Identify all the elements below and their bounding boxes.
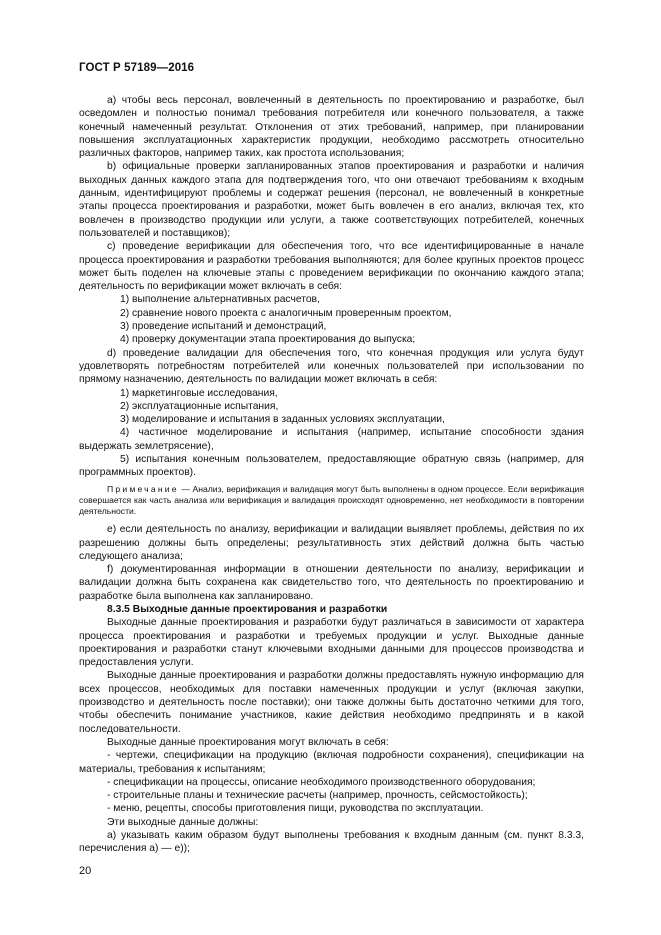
paragraph: Эти выходные данные должны: — [107, 816, 259, 828]
paragraph: b) официальные проверки запланированных этапов проектирования и разработки и наличия выходных данных каждого этапа для подтверждения того, что они отвечают требованиям к входным данным, идентифицируют проблемы и содержат решения (персонал, не вовлеченный в конкретные этапы процесса проектирования и разработки, может быть вовлечен в его анализ, включая тех, кто вовлечен в производство продукции или услуги, а также соответствующих потребителей, конечных пользователей и поставщиков); — [79, 161, 584, 239]
list-item: 2) эксплуатационные испытания, — [120, 400, 279, 412]
paragraph-group — [79, 94, 584, 480]
paragraph: Выходные данные проектирования могут включать в себя: — [107, 736, 389, 748]
paragraph-group — [79, 523, 584, 855]
list-item: 3) моделирование и испытания в заданных условиях эксплуатации, — [120, 414, 445, 426]
paragraph: f) документированная информации в отношении деятельности по анализу, верификации и валидации должна быть сохранена как свидетельство того, что деятельность по проектированию и разработке была выполнена как запланировано. — [79, 564, 584, 602]
list-item: 3) проведение испытаний и демонстраций, — [120, 321, 327, 333]
list-item: 4) проверку документации этапа проектирования до выпуска; — [120, 334, 416, 346]
document-body — [79, 94, 584, 856]
note-label: Примечание — [107, 483, 179, 494]
paragraph: - чертежи, спецификации на продукцию (включая подробности сохранения), спецификации на материалы, требования к испытаниям; — [79, 750, 584, 775]
note — [79, 484, 584, 518]
paragraph: 5) испытания конечным пользователем, предоставляющие обратную связь (например, для программных проектов). — [79, 454, 584, 479]
paragraph: 4) частичное моделирование и испытания (например, испытание способности здания выдержать землетрясение), — [79, 427, 584, 452]
paragraph: - строительные планы и технические расчеты (например, прочность, сейсмостойкость); — [107, 790, 528, 802]
paragraph: a) указывать каким образом будут выполнены требования к входным данным (см. пункт 8.3.3, перечисления a) — e)); — [79, 830, 584, 855]
note-text: — Анализ, верификация и валидация могут быть выполнены в одном процессе. Если верификация совершается как часть анализа или верификация и валидация происходят одновременно, нет необходимости в повторении деятельности. — [79, 483, 584, 517]
paragraph: - спецификации на процессы, описание необходимого производственного оборудования; — [107, 776, 536, 788]
list-item: 2) сравнение нового проекта с аналогичным проверенным проектом, — [120, 307, 452, 319]
paragraph: c) проведение верификации для обеспечения того, что все идентифицированные в начале процесса проектирования и разработки требования выполняются; для более крупных проектов процесс может быть поделен на ключевые этапы с проведением верификации по окончанию каждого этапа; деятельность по верификации может включать в себя: — [79, 241, 584, 293]
paragraph: a) чтобы весь персонал, вовлеченный в деятельность по проектированию и разработке, был осведомлен и полностью понимал требования потребителя или конечного пользователя, а также конечный намеченный результат. Отклонения от этих требований, например, при планировании повышения эксплуатационных характеристик продукции, необходимо рассмотреть относительно различных факторов, например таких, как простота использования; — [79, 95, 584, 160]
page-number: 20 — [79, 865, 92, 877]
document-header: ГОСТ Р 57189—2016 — [79, 62, 195, 74]
paragraph: Выходные данные проектирования и разработки должны предоставлять нужную информацию для всех процессов, необходимых для поставки намеченных продукции и услуг (включая закупки, производство и деятельность после поставки); они также должны быть достаточно четкими для того, чтобы обеспечить понимание участников, какие действия необходимо предпринять и в какой последовательности. — [79, 670, 584, 735]
paragraph: d) проведение валидации для обеспечения того, что конечная продукция или услуга будут удовлетворять потребностям потребителей или конечных пользователей при использовании по прямому назначению, деятельность по валидации может включать в себя: — [79, 347, 584, 386]
paragraph: e) если деятельность по анализу, верификации и валидации выявляет проблемы, действия по их разрешению должны быть определены; результативность этих действий должна быть частью следующего анализа; — [79, 524, 584, 562]
section-heading: 8.3.5 Выходные данные проектирования и разработки — [107, 604, 388, 615]
list-item: 1) маркетинговые исследования, — [120, 387, 278, 399]
paragraph: Выходные данные проектирования и разработки будут различаться в зависимости от характера процесса проектирования и разработки и требуемых продукции и услуг. Выходные данные проектирования и разработки станут ключевыми входными данными для процессов производства и предоставления услуги. — [79, 617, 584, 669]
paragraph: - меню, рецепты, способы приготовления пищи, руководства по эксплуатации. — [107, 803, 484, 815]
list-item: 1) выполнение альтернативных расчетов, — [120, 294, 320, 306]
